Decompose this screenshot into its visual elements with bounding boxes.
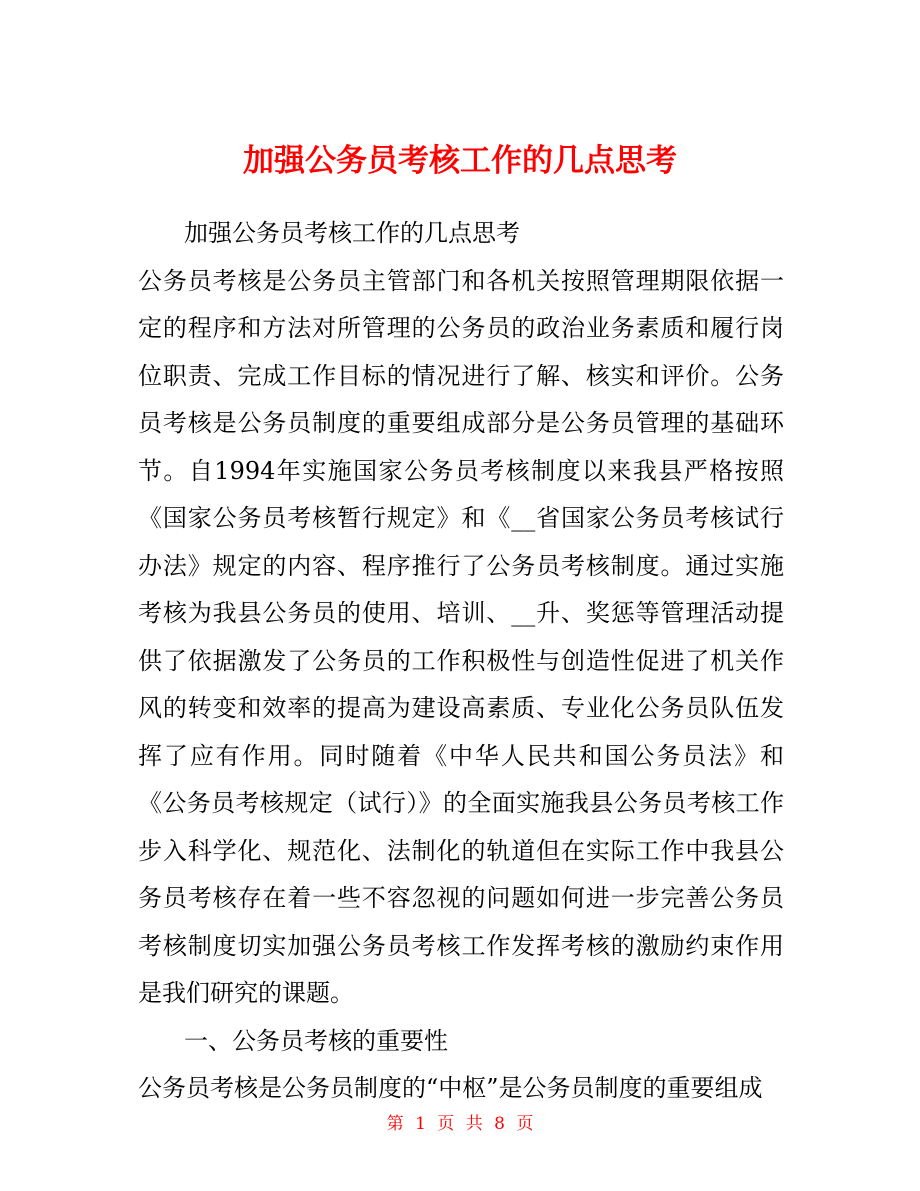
page-footer: 第 1 页 共 8 页 [386, 1114, 534, 1134]
document-title: 加强公务员考核工作的几点思考 [243, 142, 677, 179]
intro-paragraph: 公务员考核是公务员主管部门和各机关按照管理期限依据一定的程序和方法对所管理的公务员的政治业务素质和履行岗位职责、完成工作目标的情况进行了解、核实和评价。公务员考核是公务员制度的重要组成部分是公务员管理的基础环节。自1994年实施国家公务员考核制度以来我县严格按照《国家公务员考核暂行规定》和《__省国家公务员考核试行办法》规定的内容、程序推行了公务员考核制度。通过实施考核为我县公务员的使用、培训、__升、奖惩等管理活动提供了依据激发了公务员的工作积极性与创造性促进了机关作风的转变和效率的提高为建设高素质、专业化公务员队伍发挥了应有作用。同时随着《中华人民共和国公务员法》和《公务员考核规定（试行）》的全面实施我县公务员考核工作步入科学化、规范化、法制化的轨道但在实际工作中我县公务员考核存在着一些不容忽视的问题如何进一步完善公务员考核制度切实加强公务员考核工作发挥考核的激励约束作用是我们研究的课题。 [138, 266, 784, 1007]
section-paragraph: 公务员考核是公务员制度的“中枢”是公务员制度的重要组成 [138, 1074, 763, 1102]
section-heading: 一、公务员考核的重要性 [184, 1026, 448, 1055]
document-body [138, 210, 784, 1113]
subtitle-paragraph: 加强公务员考核工作的几点思考 [184, 219, 520, 247]
